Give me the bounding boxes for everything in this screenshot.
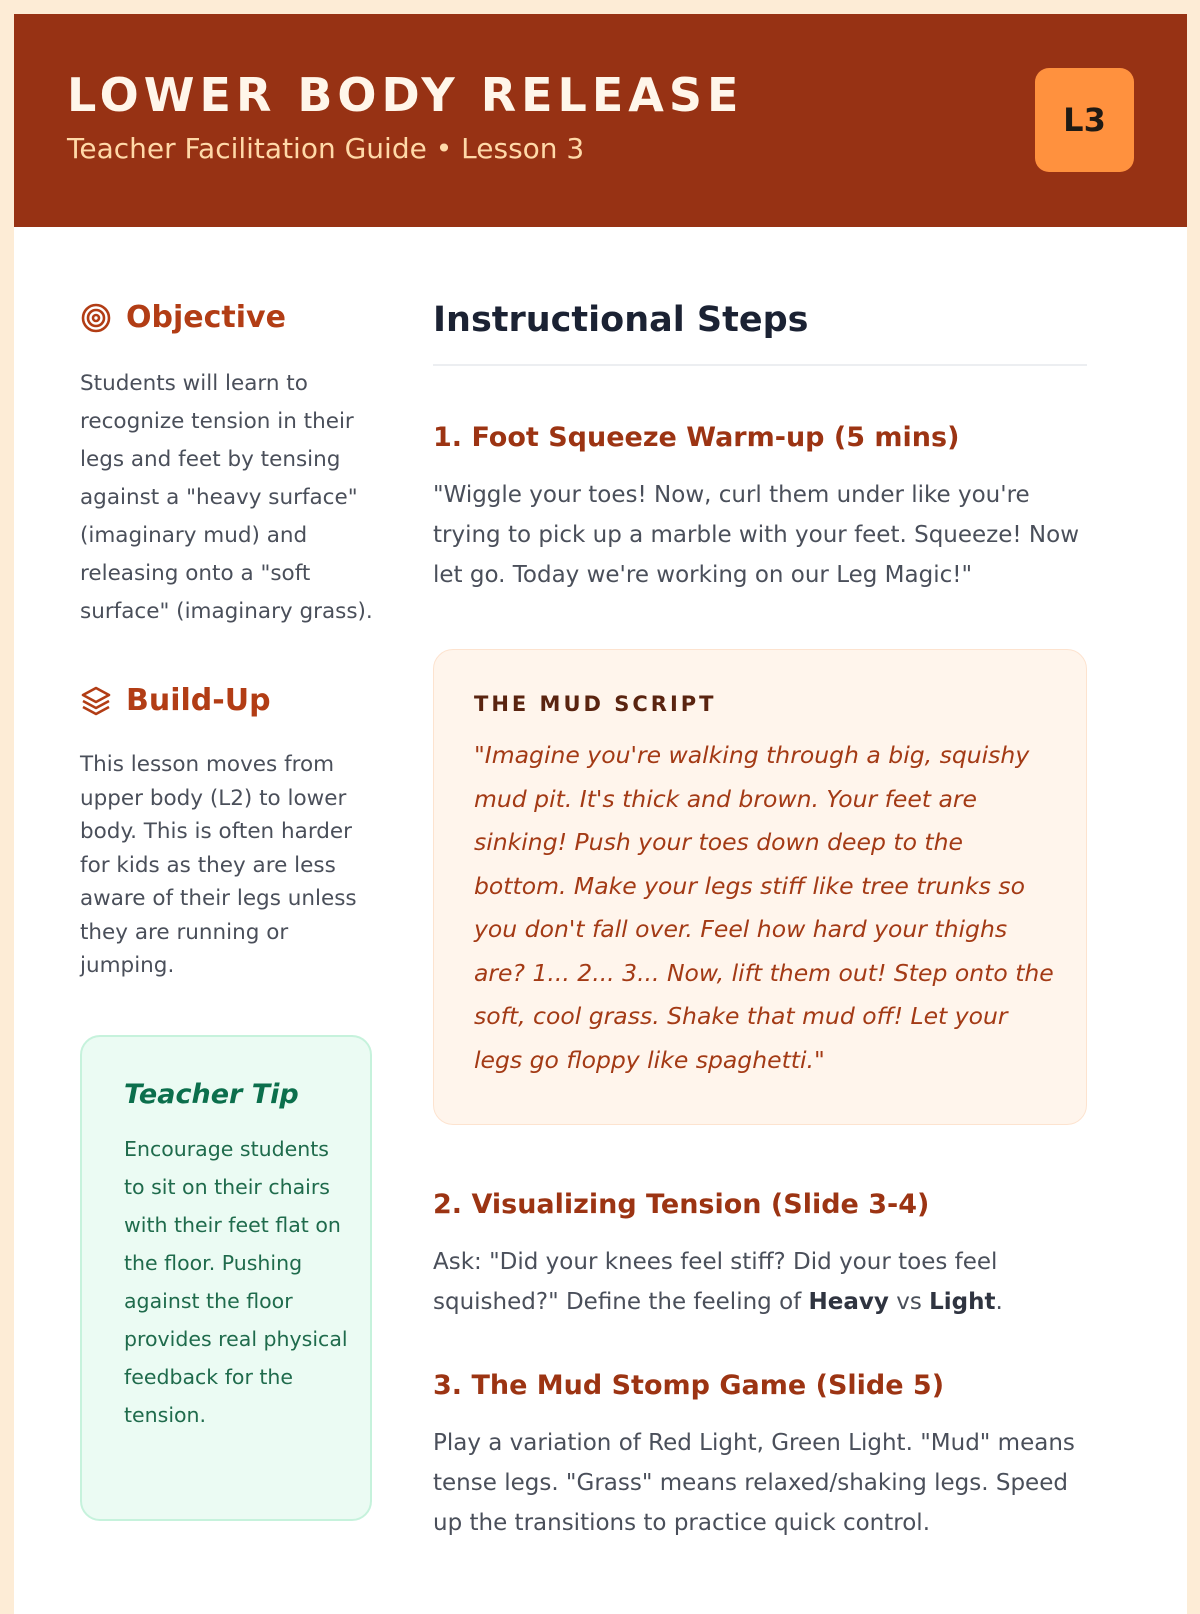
teacher-tip-text: Encourage students to sit on their chairs with their feet flat on the floor. Pushing against the floor provides real physical feedback for the tension. xyxy=(124,1136,348,1427)
objective-heading-label: Objective xyxy=(126,300,286,335)
buildup-heading xyxy=(80,683,380,718)
step-2-bold-light: Light xyxy=(929,1289,996,1315)
mud-script-text: "Imagine you're walking through a big, squishy mud pit. It's thick and brown. Your feet are sinking! Push your toes down deep to the bottom. Make your legs stiff like tree trunks so you don't fall over. Feel how hard your thighs are? 1... 2... 3... Now, lift them out! Step onto the soft, cool grass. Shake that mud off! Let your legs go floppy like spaghetti." xyxy=(474,741,1054,1074)
mud-script-label: THE MUD SCRIPT xyxy=(474,692,717,716)
step-3-text: Play a variation of Red Light, Green Light. "Mud" means tense legs. "Grass" means relaxed/shaking legs. Speed up the transitions to practice quick control. xyxy=(433,1430,1075,1536)
teacher-tip-title: Teacher Tip xyxy=(124,1078,299,1110)
step-2-text-c: . xyxy=(995,1289,1003,1315)
step-3-title: 3. The Mud Stomp Game (Slide 5) xyxy=(433,1370,945,1401)
buildup-heading-label: Build-Up xyxy=(126,683,271,718)
step-1-title: 1. Foot Squeeze Warm-up (5 mins) xyxy=(433,422,960,453)
step-2-text-b: vs xyxy=(888,1289,930,1315)
page-subtitle: Teacher Facilitation Guide • Lesson 3 xyxy=(67,132,585,165)
header-banner xyxy=(14,14,1187,227)
main-content xyxy=(433,300,1087,1543)
mud-script-card xyxy=(433,649,1087,1125)
step-2-title: 2. Visualizing Tension (Slide 3-4) xyxy=(433,1189,930,1220)
layers-icon xyxy=(80,685,112,717)
steps-title: Instructional Steps xyxy=(433,300,809,340)
step-2-text xyxy=(433,1242,1087,1322)
buildup-text: This lesson moves from upper body (L2) to lower body. This is often harder for kids as they are less aware of their legs unless they are running or jumping. xyxy=(80,752,357,978)
target-icon xyxy=(80,302,112,334)
title-divider xyxy=(433,364,1087,366)
lesson-badge: L3 xyxy=(1035,68,1134,172)
objective-text: Students will learn to recognize tension in their legs and feet by tensing against a "heavy surface" (imaginary mud) and releasing onto a "soft surface" (imaginary grass). xyxy=(80,371,373,624)
step-2-text-a: Ask: "Did your knees feel stiff? Did your toes feel squished?" Define the feeling of xyxy=(433,1249,998,1315)
objective-heading xyxy=(80,300,380,335)
step-2-bold-heavy: Heavy xyxy=(808,1289,889,1315)
teacher-tip-card xyxy=(80,1035,372,1521)
page-title: LOWER BODY RELEASE xyxy=(67,68,744,122)
sidebar xyxy=(80,300,380,1521)
step-1-text: "Wiggle your toes! Now, curl them under like you're trying to pick up a marble with your feet. Squeeze! Now let go. Today we're working on our Leg Magic!" xyxy=(433,482,1080,588)
